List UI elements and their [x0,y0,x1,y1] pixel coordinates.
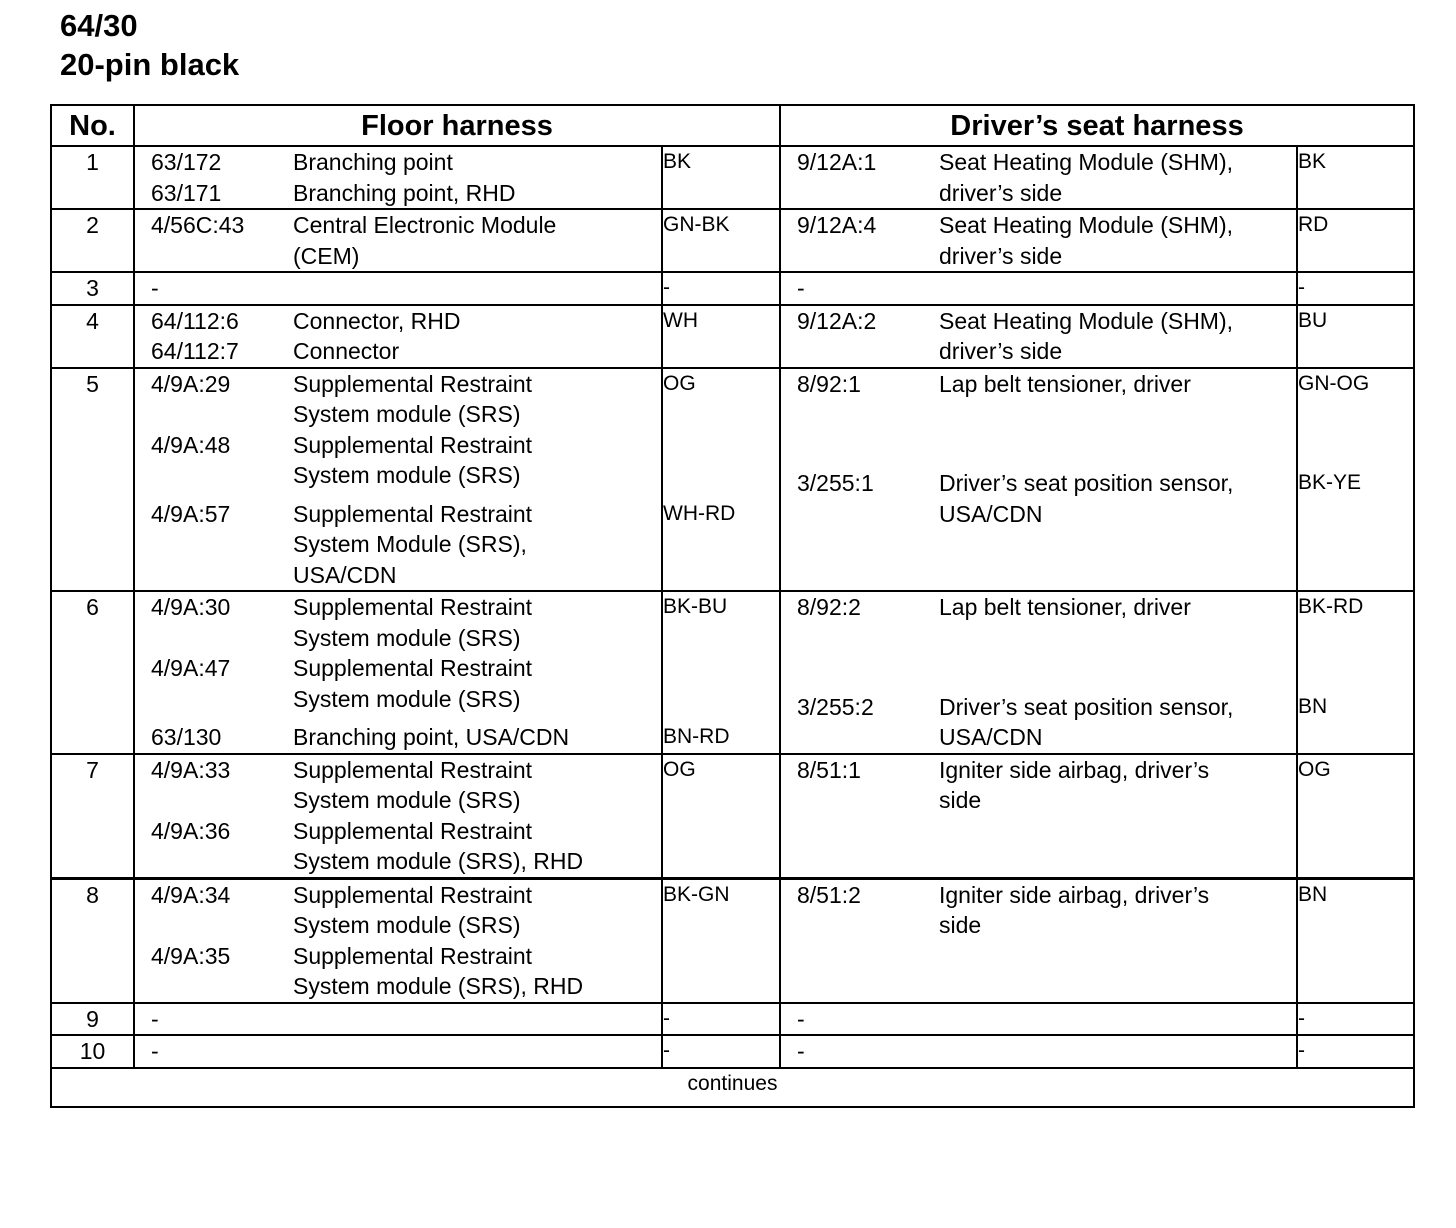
seat-connection [781,306,1296,367]
seat-wire-color-cell [1297,878,1414,1003]
floor-wire-color: - [663,276,670,299]
connector-description: 20-pin black [60,47,240,82]
description-line [939,1004,1296,1035]
floor-wire-color-cell [662,591,780,754]
pin-number: 4 [51,305,134,368]
table-row [51,878,1414,1003]
floor-connection [135,430,661,491]
floor-wire-color: OG [663,371,696,395]
floor-connector-code: 63/171 [151,179,222,206]
floor-wire-color-cell [662,305,780,368]
floor-harness-cell [134,305,662,368]
floor-wire-color: GN-BK [663,213,730,236]
floor-connector-code: 64/112:7 [151,338,239,364]
floor-description [293,336,661,367]
description-line: System module (SRS) [293,912,521,938]
floor-description [293,592,661,653]
floor-description [293,941,661,1002]
description-line: driver’s side [939,179,1063,206]
seat-harness-cell [780,272,1297,305]
header-seat-harness: Driver’s seat harness [780,105,1414,146]
description-line: driver’s side [939,338,1063,364]
description-line [939,1036,1296,1067]
description-line: Supplemental Restraint [293,756,533,783]
pin-number: 6 [51,591,134,754]
description-line: Lap belt tensioner, driver [939,594,1191,620]
seat-harness-cell [780,878,1297,1003]
seat-description [939,880,1296,941]
seat-harness-cell [780,754,1297,879]
seat-wire-color-cell [1297,209,1414,272]
description-line: Driver’s seat position sensor, [939,693,1234,720]
floor-connection [135,178,661,209]
seat-wire-color: GN-OG [1298,371,1370,395]
seat-description [939,468,1296,529]
description-line: System module (SRS), RHD [293,848,584,874]
description-line [293,273,661,304]
table-row [51,1003,1414,1036]
seat-connector-code: - [797,275,805,301]
seat-connection [781,273,1296,304]
floor-description [293,755,661,816]
table-row [51,591,1414,754]
seat-description [939,147,1296,208]
floor-wire-color-cell [662,1035,780,1068]
seat-connector-code: 8/51:1 [797,756,861,783]
seat-wire-color: - [1298,276,1305,299]
description-line: side [939,787,982,813]
floor-wire-color-cell [662,272,780,305]
description-line: side [939,912,982,938]
floor-connection [135,1004,661,1035]
description-line: System module (SRS) [293,685,521,712]
seat-description [939,306,1296,367]
seat-wire-color: RD [1298,213,1329,236]
description-line: driver’s side [939,242,1063,269]
floor-description [293,499,661,591]
seat-wire-color-cell [1297,305,1414,368]
seat-connector-code: - [797,1005,805,1032]
floor-description [293,273,661,304]
floor-connector-code: 63/130 [151,724,222,750]
floor-connector-code: 4/9A:48 [151,431,231,458]
seat-connection [781,468,1296,529]
floor-connector-code: 4/9A:33 [151,756,231,783]
floor-connector-code: 4/9A:29 [151,370,231,397]
floor-wire-color: BK-BU [663,595,728,618]
floor-wire-color [663,178,779,209]
floor-connector-code: 4/56C:43 [151,212,245,238]
floor-connection [135,880,661,941]
floor-wire-color: OG [663,757,696,781]
seat-connector-code: 3/255:2 [797,693,874,720]
description-line: Connector, RHD [293,307,461,334]
description-line: Supplemental Restraint [293,500,533,527]
floor-description [293,369,661,430]
seat-wire-color: BK-YE [1298,471,1362,494]
floor-wire-color: BK [663,150,692,173]
continues-note: continues [51,1068,1414,1107]
description-line: Lap belt tensioner, driver [939,370,1191,397]
seat-wire-color-cell [1297,146,1414,209]
seat-harness-cell [780,591,1297,754]
description-line: USA/CDN [293,561,397,588]
floor-wire-color-cell [662,1003,780,1036]
floor-description [293,430,661,491]
connector-number: 64/30 [60,8,138,43]
seat-wire-color: BK-RD [1298,595,1364,618]
description-line: Supplemental Restraint [293,431,533,458]
floor-connection [135,722,661,753]
floor-connection [135,210,661,271]
seat-wire-color-cell [1297,754,1414,879]
seat-connection [781,210,1296,271]
description-line [939,273,1296,304]
floor-description [293,306,661,337]
table-row [51,1035,1414,1068]
pin-number: 5 [51,368,134,592]
seat-description [939,692,1296,753]
table-row [51,209,1414,272]
description-line: Seat Heating Module (SHM), [939,307,1234,334]
seat-wire-color-cell [1297,272,1414,305]
floor-connector-code: 4/9A:34 [151,881,231,908]
floor-wire-color-cell [662,368,780,592]
seat-description [939,592,1296,623]
description-line: (CEM) [293,242,360,269]
pin-number: 3 [51,272,134,305]
floor-wire-color [663,653,779,714]
floor-connector-code: - [151,275,159,301]
table-row [51,368,1414,592]
pin-number: 8 [51,878,134,1003]
seat-wire-color-cell [1297,1035,1414,1068]
header-floor-harness: Floor harness [134,105,780,146]
floor-description [293,653,661,714]
floor-description [293,1004,661,1035]
floor-wire-color: - [663,1006,670,1030]
description-line: Supplemental Restraint [293,655,533,681]
seat-connection [781,692,1296,753]
floor-description [293,210,661,271]
floor-connection [135,273,661,304]
pin-rows [51,146,1414,1068]
seat-connector-code: 9/12A:4 [797,212,877,238]
seat-connection [781,1004,1296,1035]
description-line [293,1004,661,1035]
seat-connection [781,369,1296,400]
floor-description [293,147,661,178]
seat-wire-color: OG [1298,757,1331,781]
pin-number: 9 [51,1003,134,1036]
floor-description [293,178,661,209]
seat-harness-cell [780,146,1297,209]
description-line: Supplemental Restraint [293,370,533,397]
floor-connection [135,499,661,591]
floor-wire-color [663,336,779,367]
floor-wire-color-cell [662,209,780,272]
seat-connector-code: 9/12A:1 [797,149,877,175]
description-line: System module (SRS) [293,624,521,651]
seat-description [939,369,1296,400]
floor-description [293,816,661,877]
description-line: USA/CDN [939,724,1043,750]
header-no: No. [51,105,134,146]
floor-connector-code: - [151,1005,159,1032]
floor-connection [135,306,661,337]
description-line: System Module (SRS), [293,531,527,557]
floor-wire-color: BK-GN [663,882,730,906]
seat-harness-cell [780,368,1297,592]
description-line: Branching point [293,149,453,175]
description-line [293,1036,661,1067]
seat-connection [781,592,1296,623]
floor-wire-color [663,941,779,1002]
floor-wire-color [663,816,779,877]
floor-connector-code: 4/9A:30 [151,594,231,620]
floor-connector-code: 4/9A:47 [151,655,231,681]
seat-wire-color-cell [1297,591,1414,754]
seat-connector-code: - [797,1038,805,1064]
description-line: Driver’s seat position sensor, [939,470,1234,496]
pin-number: 1 [51,146,134,209]
description-line: System module (SRS) [293,462,521,488]
floor-harness-cell [134,878,662,1003]
seat-wire-color-cell [1297,368,1414,592]
description-line: Connector [293,338,400,364]
seat-connector-code: 8/92:1 [797,370,861,397]
seat-description [939,273,1296,304]
pin-number: 7 [51,754,134,879]
floor-harness-cell [134,146,662,209]
floor-harness-cell [134,272,662,305]
floor-connection [135,653,661,714]
floor-connector-code: 4/9A:36 [151,817,231,844]
seat-wire-color: - [1298,1039,1305,1062]
footer-row [51,1068,1414,1107]
floor-wire-color: - [663,1039,670,1062]
seat-wire-color-cell [1297,1003,1414,1036]
seat-connector-code: 3/255:1 [797,470,874,496]
seat-harness-cell [780,305,1297,368]
description-line: Igniter side airbag, driver’s [939,881,1210,908]
seat-description [939,755,1296,816]
seat-description [939,1004,1296,1035]
seat-connector-code: 8/92:2 [797,594,861,620]
seat-wire-color: - [1298,1006,1305,1030]
floor-harness-cell [134,1035,662,1068]
floor-description [293,1036,661,1067]
floor-connection [135,147,661,178]
seat-wire-color: BN [1298,694,1328,718]
floor-connector-code: 63/172 [151,149,222,175]
floor-harness-cell [134,209,662,272]
seat-connection [781,147,1296,208]
floor-wire-color [663,430,779,491]
pin-number: 10 [51,1035,134,1068]
floor-connection [135,592,661,653]
floor-description [293,880,661,941]
pin-table [50,104,1415,1108]
table-header-row [51,105,1414,146]
floor-connection [135,336,661,367]
floor-wire-color: WH-RD [663,501,736,525]
floor-harness-cell [134,1003,662,1036]
floor-wire-color-cell [662,754,780,879]
seat-connection [781,880,1296,941]
table-row [51,146,1414,209]
seat-connector-code: 8/51:2 [797,881,861,908]
seat-connection [781,1036,1296,1067]
table-row [51,754,1414,879]
seat-wire-color: BU [1298,308,1328,332]
floor-connector-code: 4/9A:57 [151,500,231,527]
floor-connector-code: 64/112:6 [151,307,239,334]
floor-connection [135,755,661,816]
description-line: USA/CDN [939,500,1043,527]
table-row [51,272,1414,305]
floor-connector-code: 4/9A:35 [151,942,231,969]
seat-harness-cell [780,1003,1297,1036]
floor-wire-color: WH [663,308,698,332]
floor-connection [135,941,661,1002]
description-line: Supplemental Restraint [293,594,533,620]
description-line: System module (SRS) [293,401,521,427]
description-line: Branching point, USA/CDN [293,724,570,750]
floor-harness-cell [134,368,662,592]
description-line: Supplemental Restraint [293,942,533,969]
seat-connector-code: 9/12A:2 [797,307,877,334]
seat-harness-cell [780,1035,1297,1068]
floor-wire-color-cell [662,878,780,1003]
floor-wire-color: BN-RD [663,725,730,748]
description-line: Igniter side airbag, driver’s [939,756,1210,783]
floor-connection [135,1036,661,1067]
floor-description [293,722,661,753]
floor-harness-cell [134,754,662,879]
description-line: Branching point, RHD [293,179,516,206]
seat-description [939,210,1296,271]
table-row [51,305,1414,368]
description-line: Supplemental Restraint [293,881,533,908]
seat-wire-color: BN [1298,882,1328,906]
seat-connection [781,755,1296,816]
floor-harness-cell [134,591,662,754]
pin-number: 2 [51,209,134,272]
description-line: Seat Heating Module (SHM), [939,149,1234,175]
description-line: Seat Heating Module (SHM), [939,212,1234,238]
floor-wire-color-cell [662,146,780,209]
description-line: System module (SRS) [293,787,521,813]
seat-description [939,1036,1296,1067]
floor-connection [135,369,661,430]
seat-wire-color: BK [1298,150,1327,173]
description-line: System module (SRS), RHD [293,973,584,999]
floor-connector-code: - [151,1038,159,1064]
seat-harness-cell [780,209,1297,272]
floor-connection [135,816,661,877]
description-line: Central Electronic Module [293,212,557,238]
description-line: Supplemental Restraint [293,817,533,844]
